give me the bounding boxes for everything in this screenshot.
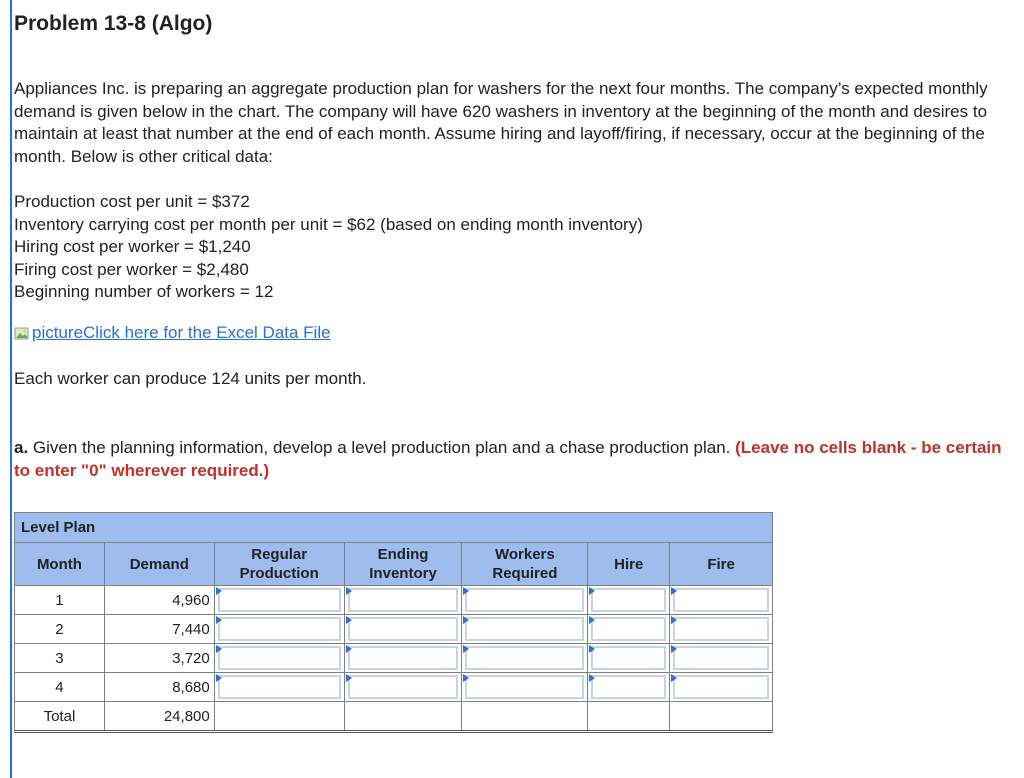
ending-inventory-input[interactable] — [344, 615, 462, 644]
excel-link-text[interactable]: Click here for the Excel Data File — [83, 323, 331, 342]
fire-input[interactable] — [670, 644, 773, 673]
table-row — [15, 644, 773, 673]
header-demand: Demand — [104, 543, 214, 586]
beginning-workers-line: Beginning number of workers = 12 — [14, 282, 274, 301]
total-fire — [670, 702, 773, 732]
demand-cell: 3,720 — [104, 644, 214, 673]
workers-required-input[interactable] — [462, 615, 588, 644]
problem-title: Problem 13-8 (Algo) — [14, 12, 213, 35]
question-note: (Leave no cells blank - be certain to enter "0" wherever required.) — [14, 438, 1002, 480]
regular-production-input[interactable] — [214, 644, 344, 673]
table-row — [15, 586, 773, 615]
left-border-rule — [10, 0, 12, 778]
fire-input[interactable] — [670, 673, 773, 702]
question-a — [14, 436, 1014, 482]
header-hire: Hire — [588, 543, 670, 586]
ending-inventory-input[interactable] — [344, 644, 462, 673]
total-demand: 24,800 — [104, 702, 214, 732]
question-text: Given the planning information, develop a level production plan and a chase production plan. — [28, 438, 736, 457]
month-cell: 1 — [15, 586, 105, 615]
header-regular-production: Regular Production — [214, 543, 344, 586]
demand-cell: 8,680 — [104, 673, 214, 702]
table-row — [15, 615, 773, 644]
question-label: a. — [14, 438, 29, 457]
fire-input[interactable] — [670, 586, 773, 615]
hiring-cost-line: Hiring cost per worker = $1,240 — [14, 237, 251, 256]
worker-capacity-text: Each worker can produce 124 units per month. — [14, 369, 367, 388]
excel-data-link[interactable] — [14, 323, 331, 343]
month-cell: 3 — [15, 644, 105, 673]
fire-input[interactable] — [670, 615, 773, 644]
hire-input[interactable] — [588, 586, 670, 615]
total-ending-inventory — [344, 702, 462, 732]
workers-required-input[interactable] — [462, 586, 588, 615]
regular-production-input[interactable] — [214, 673, 344, 702]
total-workers-required — [462, 702, 588, 732]
carrying-cost-line: Inventory carrying cost per month per unit = $62 (based on ending month inventory) — [14, 214, 643, 234]
workers-required-input[interactable] — [462, 673, 588, 702]
level-plan-title: Level Plan — [15, 513, 773, 543]
ending-inventory-input[interactable] — [344, 586, 462, 615]
month-cell: 2 — [15, 615, 105, 644]
hire-input[interactable] — [588, 615, 670, 644]
ending-inventory-input[interactable] — [344, 673, 462, 702]
demand-cell: 7,440 — [104, 615, 214, 644]
critical-data-list — [14, 191, 643, 304]
header-month: Month — [15, 543, 105, 586]
broken-image-icon — [14, 325, 30, 341]
header-row — [15, 543, 773, 586]
excel-link-alt-text[interactable]: picture — [32, 323, 84, 342]
firing-cost-line: Firing cost per worker = $2,480 — [14, 259, 249, 279]
hire-input[interactable] — [588, 644, 670, 673]
total-hire — [588, 702, 670, 732]
demand-cell: 4,960 — [104, 586, 214, 615]
regular-production-input[interactable] — [214, 586, 344, 615]
problem-intro: Appliances Inc. is preparing an aggregate production plan for washers for the next four months. The company’s expected monthly demand is given below in the chart. The company will have 620 washers in inventory at the beginning of the month and desires to maintain at least that number at the end of each month. Assume hiring and layoff/firing, if necessary, occur at the beginning of the month. Below is other critical data: — [14, 79, 988, 166]
total-label: Total — [15, 702, 105, 732]
workers-required-input[interactable] — [462, 644, 588, 673]
month-cell: 4 — [15, 673, 105, 702]
production-cost-line: Production cost per unit = $372 — [14, 192, 250, 211]
header-fire: Fire — [670, 543, 773, 586]
header-workers-required: Workers Required — [462, 543, 588, 586]
total-regular-production — [214, 702, 344, 732]
total-row — [15, 702, 773, 732]
regular-production-input[interactable] — [214, 615, 344, 644]
level-plan-table — [14, 512, 773, 733]
header-ending-inventory: Ending Inventory — [344, 543, 462, 586]
hire-input[interactable] — [588, 673, 670, 702]
table-row — [15, 673, 773, 702]
